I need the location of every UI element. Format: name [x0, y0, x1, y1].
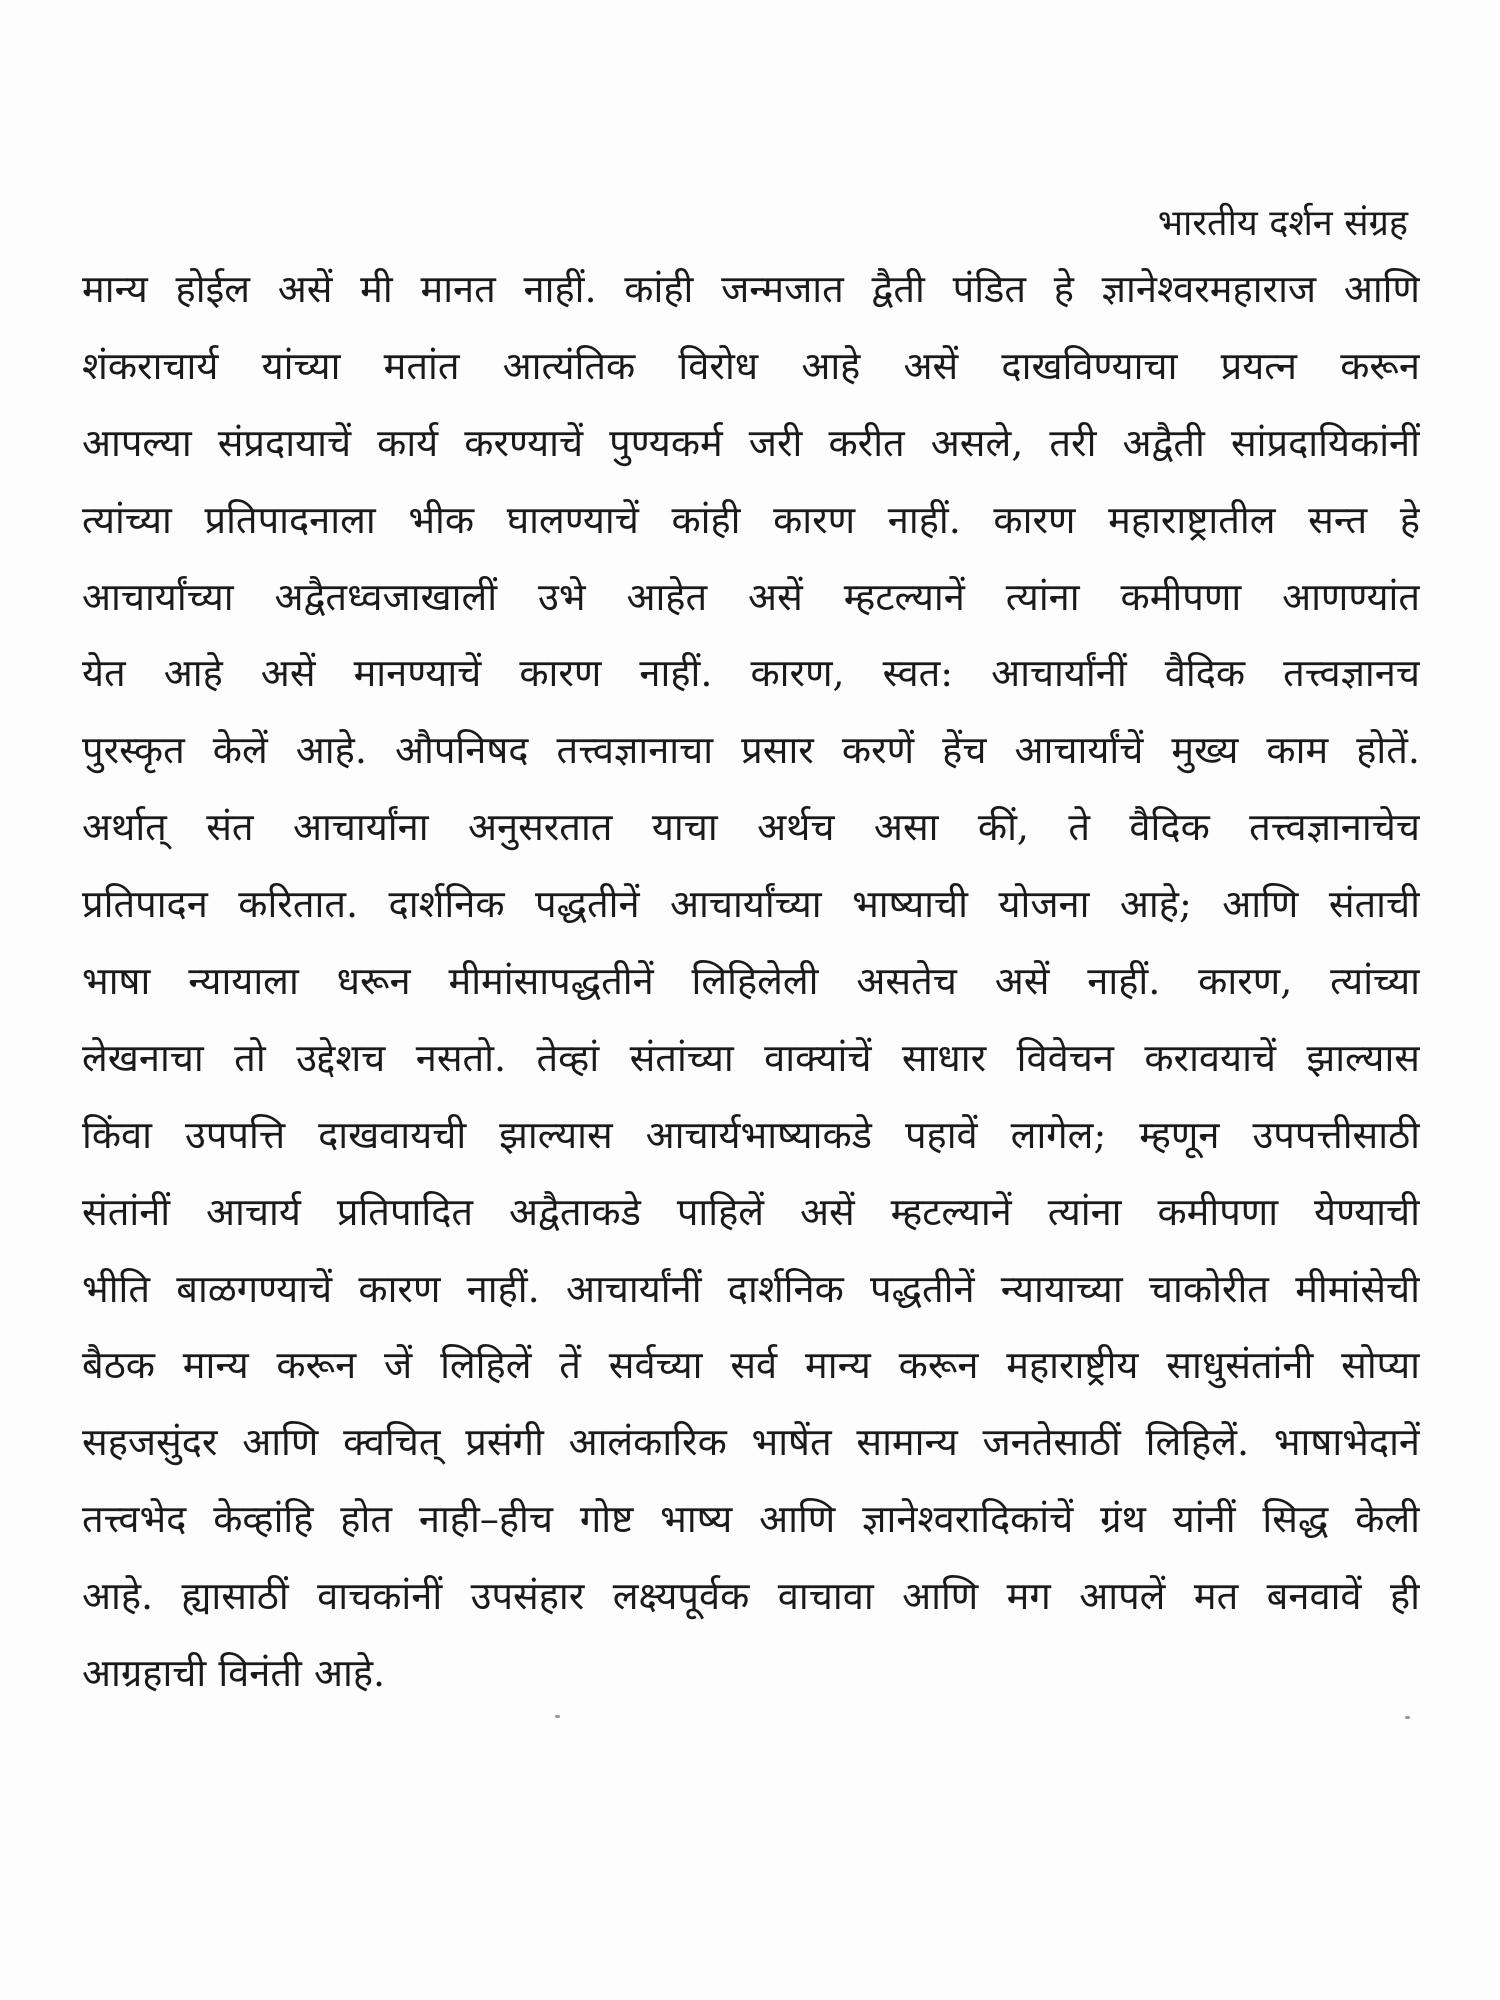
- body-paragraph: [82, 262, 1420, 1723]
- text-line-17: तत्त्वभेद केव्हांहि होत नाही–हीच गोष्ट भाष्य आणि ज्ञानेश्वरादिकांचें ग्रंथ यांनीं सिद्ध केली: [82, 1497, 1420, 1542]
- text-line-7: पुरस्कृत केलें आहे. औपनिषद तत्त्वज्ञानाचा प्रसार करणें हेंच आचार्यांचें मुख्य काम होतें.: [82, 728, 1420, 773]
- running-header-title: भारतीय दर्शन संग्रह: [1157, 203, 1408, 244]
- text-line-16: सहजसुंदर आणि क्वचित् प्रसंगी आलंकारिक भाषेंत सामान्य जनतेसाठीं लिहिलें. भाषाभेदानें: [82, 1420, 1420, 1465]
- text-line-6: येत आहे असें मानण्याचें कारण नाहीं. कारण, स्वत: आचार्यांनीं वैदिक तत्त्वज्ञानच: [82, 651, 1420, 696]
- text-line-9: प्रतिपादन करितात. दार्शनिक पद्धतीनें आचार्यांच्या भाष्याची योजना आहे; आणि संताची: [82, 882, 1420, 927]
- text-line-10: भाषा न्यायाला धरून मीमांसापद्धतीनें लिहिलेली असतेच असें नाहीं. कारण, त्यांच्या: [82, 959, 1420, 1004]
- text-line-13: संतांनीं आचार्य प्रतिपादित अद्वैताकडे पाहिलें असें म्हटल्यानें त्यांना कमीपणा येण्याची: [82, 1189, 1420, 1234]
- text-line-4: त्यांच्या प्रतिपादनाला भीक घालण्याचें कांही कारण नाहीं. कारण महाराष्ट्रातील सन्त हे: [82, 497, 1420, 542]
- text-line-19: आग्रहाची विनंती आहे.: [82, 1651, 386, 1696]
- text-line-18: आहे. ह्यासाठीं वाचकांनीं उपसंहार लक्ष्यपूर्वक वाचावा आणि मग आपलें मत बनवावें ही: [82, 1574, 1420, 1619]
- text-line-11: लेखनाचा तो उद्देशच नसतो. तेव्हां संतांच्या वाक्यांचें साधार विवेचन करावयाचें झाल्यास: [82, 1035, 1420, 1080]
- text-line-15: बैठक मान्य करून जें लिहिलें तें सर्वच्या सर्व मान्य करून महाराष्ट्रीय साधुसंतांनी सोप्या: [82, 1343, 1420, 1388]
- text-line-5: आचार्यांच्या अद्वैतध्वजाखालीं उभे आहेत असें म्हटल्यानें त्यांना कमीपणा आणण्यांत: [82, 574, 1420, 619]
- text-line-12: किंवा उपपत्ति दाखवायची झाल्यास आचार्यभाष्याकडे पहावें लागेल; म्हणून उपपत्तीसाठी: [82, 1112, 1420, 1157]
- text-line-14: भीति बाळगण्याचें कारण नाहीं. आचार्यांनीं दार्शनिक पद्धतीनें न्यायाच्या चाकोरीत मीमांसेची: [82, 1266, 1420, 1311]
- text-line-2: शंकराचार्य यांच्या मतांत आत्यंतिक विरोध आहे असें दाखविण्याचा प्रयत्न करून: [82, 343, 1420, 388]
- text-line-1: मान्य होईल असें मी मानत नाहीं. कांही जन्मजात द्वैती पंडित हे ज्ञानेश्वरमहाराज आणि: [82, 267, 1420, 311]
- scan-speck: [1405, 1716, 1410, 1719]
- text-line-8: अर्थात् संत आचार्यांना अनुसरतात याचा अर्थच असा कीं, ते वैदिक तत्त्वज्ञानाचेच: [82, 805, 1420, 850]
- scan-speck: [555, 1715, 560, 1718]
- text-line-3: आपल्या संप्रदायाचें कार्य करण्याचें पुण्यकर्म जरी करीत असले, तरी अद्वैती सांप्रदायिकांनीं: [82, 420, 1420, 465]
